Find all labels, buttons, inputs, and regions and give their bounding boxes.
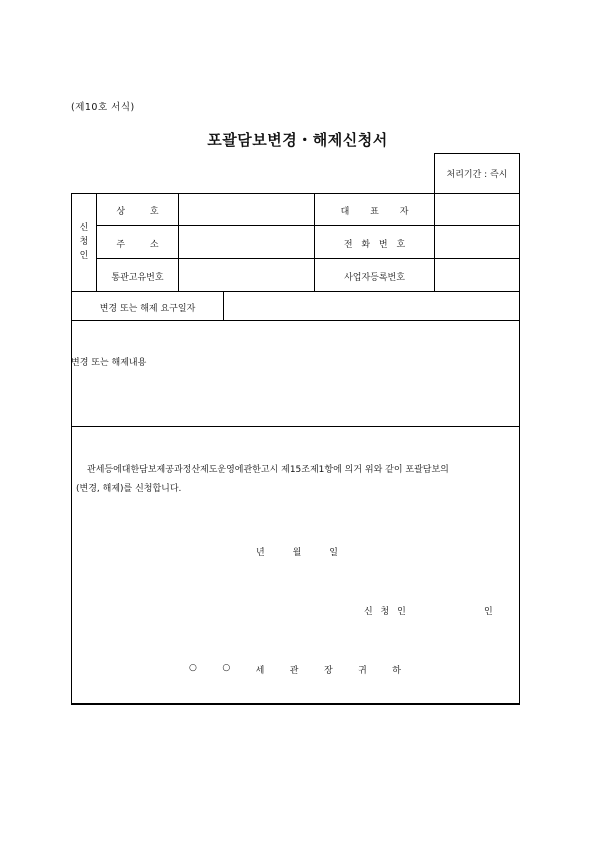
addressee-char: 세 [255, 666, 265, 676]
phone-label: 전 화 번 호 [343, 240, 406, 250]
frame-top [71, 193, 520, 194]
year-label: 년 [256, 548, 265, 558]
col-divider-3 [434, 193, 435, 291]
addressee-char: ○ [222, 663, 231, 673]
request-date-label: 변경 또는 해제 요구일자 [99, 304, 196, 314]
request-date-divider [223, 291, 224, 321]
addressee-line [189, 663, 401, 676]
customs-id-label: 통관고유번호 [111, 273, 164, 283]
content-bottom-border [71, 426, 520, 427]
side-char: 청 [79, 237, 89, 247]
business-reg-label: 사업자등록번호 [344, 273, 405, 283]
month-label: 월 [292, 548, 302, 558]
seal-mark[interactable]: 인 [484, 607, 493, 617]
applicant-bottom-border [71, 291, 520, 292]
row-divider-2 [96, 258, 520, 259]
form-title: 포괄담보변경・해제신청서 [207, 131, 388, 149]
period-box-top-border [434, 153, 520, 154]
side-char: 인 [79, 251, 89, 261]
addressee-char: 하 [392, 666, 401, 676]
addressee-char: 귀 [358, 666, 367, 676]
statement-line-2: (변경, 해제)를 신청합니다. [76, 484, 182, 494]
addressee-char: 장 [323, 666, 333, 676]
representative-label: 대 표 자 [340, 207, 409, 217]
row-divider-1 [96, 225, 520, 226]
addressee-char: 관 [289, 666, 299, 676]
form-number: (제10호 서식) [71, 102, 135, 113]
day-label: 일 [329, 548, 338, 558]
side-char: 신 [79, 223, 89, 233]
company-name-label: 상 호 [116, 207, 159, 217]
request-date-bottom-border [71, 320, 520, 321]
frame-left [71, 193, 72, 704]
content-label: 변경 또는 해제내용 [71, 358, 147, 368]
address-label: 주 소 [116, 240, 159, 250]
frame-bottom [71, 703, 520, 705]
signature-label: 신 청 인 [364, 607, 406, 617]
date-line [256, 545, 338, 558]
processing-period: 처리기간 : 즉시 [446, 170, 508, 180]
addressee-char: ○ [189, 663, 197, 673]
applicant-side-label [72, 221, 96, 263]
statement-line-1: 관세등에대한담보제공과정산제도운영에관한고시 제15조제1항에 의거 위와 같이 포괄담보의 [87, 465, 449, 475]
frame-right [519, 153, 520, 704]
col-divider-1 [178, 193, 179, 291]
